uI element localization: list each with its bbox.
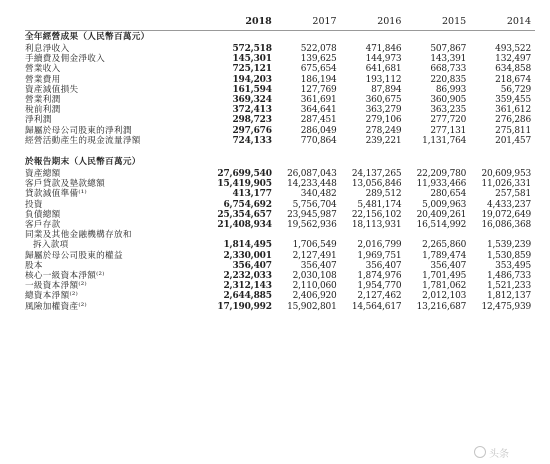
value-cell: 1,789,474 <box>422 250 467 261</box>
value-cell: 127,769 <box>300 84 337 95</box>
value-cell: 2,016,799 <box>357 240 402 251</box>
value-cell: 641,681 <box>365 64 402 75</box>
table-row <box>25 271 535 281</box>
value-cell: 19,562,936 <box>287 220 337 231</box>
row-label: 手續費及佣金淨收入 <box>25 54 106 65</box>
table-row <box>25 281 535 291</box>
watermark-logo-icon <box>474 446 486 458</box>
table-row <box>25 179 535 189</box>
value-cell: 361,612 <box>495 105 531 116</box>
value-cell: 634,858 <box>495 64 531 75</box>
value-cell: 144,973 <box>365 54 402 65</box>
value-cell: 21,408,934 <box>217 220 272 231</box>
table-row <box>25 105 535 115</box>
row-label: 資產減值損失 <box>25 84 79 95</box>
year-header: 2017 <box>276 14 341 31</box>
value-cell: 5,009,963 <box>422 199 467 210</box>
value-cell: 2,312,143 <box>223 281 272 292</box>
value-cell: 493,522 <box>495 44 531 54</box>
value-cell: 25,354,657 <box>217 209 272 220</box>
value-cell: 289,512 <box>365 189 402 200</box>
table-row <box>25 115 535 125</box>
year-header: 2016 <box>341 14 406 31</box>
value-cell: 5,756,704 <box>292 199 337 210</box>
value-cell: 12,475,939 <box>481 301 531 312</box>
table-row <box>25 240 535 250</box>
value-cell: 2,265,860 <box>422 240 467 251</box>
table-row <box>25 189 535 199</box>
value-cell: 2,330,001 <box>223 250 272 261</box>
value-cell: 298,723 <box>232 115 272 126</box>
value-cell: 13,216,687 <box>416 301 467 312</box>
value-cell: 14,233,448 <box>287 179 337 190</box>
value-cell: 356,407 <box>300 260 337 271</box>
value-cell: 19,072,649 <box>481 209 531 220</box>
value-cell: 277,720 <box>430 115 467 126</box>
table-row <box>25 251 535 261</box>
year-header: 2014 <box>470 14 535 31</box>
value-cell: 56,729 <box>500 84 531 95</box>
value-cell: 1,954,770 <box>357 281 402 292</box>
value-cell: 278,249 <box>365 125 402 136</box>
value-cell: 145,301 <box>232 54 272 65</box>
value-cell: 360,905 <box>430 95 467 106</box>
table-row <box>25 200 535 210</box>
value-cell: 6,754,692 <box>223 199 272 210</box>
table-row <box>25 291 535 301</box>
value-cell: 22,209,780 <box>416 169 467 180</box>
value-cell: 276,286 <box>495 115 531 126</box>
value-cell: 340,482 <box>300 189 337 200</box>
value-cell: 363,279 <box>365 105 402 116</box>
table-row <box>25 44 535 54</box>
value-cell: 1,874,976 <box>357 271 402 282</box>
row-label: 核心一級資本淨額⁽²⁾ <box>25 271 105 282</box>
value-cell: 18,113,931 <box>351 220 402 231</box>
value-cell: 2,012,103 <box>422 291 467 302</box>
value-cell: 2,644,885 <box>223 291 272 302</box>
value-cell: 22,156,102 <box>351 209 402 220</box>
value-cell: 86,993 <box>435 84 467 95</box>
row-label: 客戶貸款及墊款總額 <box>25 179 106 190</box>
value-cell <box>276 230 341 240</box>
value-cell: 359,455 <box>495 95 531 106</box>
section-title-row <box>25 156 535 169</box>
value-cell: 507,867 <box>430 44 467 54</box>
value-cell: 87,894 <box>371 84 402 95</box>
value-cell: 218,674 <box>495 74 531 85</box>
value-cell <box>405 230 470 240</box>
value-cell: 471,846 <box>365 44 402 54</box>
value-cell: 26,087,043 <box>287 169 337 180</box>
row-label: 貸款減值準備⁽¹⁾ <box>25 189 87 200</box>
value-cell: 1,781,062 <box>422 281 467 292</box>
value-cell: 280,654 <box>430 189 467 200</box>
table-row <box>25 85 535 95</box>
value-cell: 16,514,992 <box>416 220 467 231</box>
value-cell: 2,030,108 <box>292 271 337 282</box>
value-cell: 193,112 <box>365 74 402 85</box>
value-cell: 287,451 <box>300 115 337 126</box>
value-cell: 20,609,953 <box>481 169 531 180</box>
row-label: 風險加權資產⁽²⁾ <box>25 301 87 312</box>
value-cell: 279,106 <box>365 115 402 126</box>
row-label: 營業費用 <box>25 74 61 85</box>
value-cell: 161,594 <box>232 84 272 95</box>
year-header: 2015 <box>405 14 470 31</box>
value-cell: 1,521,233 <box>486 281 531 292</box>
row-label: 客戶存款 <box>25 220 61 231</box>
value-cell: 724,133 <box>232 135 272 146</box>
section-title-row <box>25 31 535 45</box>
row-label: 一級資本淨額⁽²⁾ <box>25 281 87 292</box>
table-row <box>25 95 535 105</box>
table-row <box>25 230 535 240</box>
value-cell: 369,324 <box>232 95 272 106</box>
value-cell: 1,539,239 <box>486 240 531 251</box>
value-cell: 1,812,137 <box>486 291 531 302</box>
table-row <box>25 169 535 179</box>
row-label: 營業利潤 <box>25 95 61 106</box>
value-cell: 522,078 <box>300 44 337 54</box>
row-label: 稅前利潤 <box>25 105 61 116</box>
value-cell: 1,131,764 <box>422 135 467 146</box>
value-cell: 360,675 <box>365 95 402 106</box>
value-cell <box>470 230 535 240</box>
value-cell <box>211 230 276 240</box>
value-cell: 1,969,751 <box>357 250 402 261</box>
value-cell: 356,407 <box>430 260 467 271</box>
value-cell: 132,497 <box>495 54 531 65</box>
value-cell: 143,391 <box>430 54 467 65</box>
row-label: 淨利潤 <box>25 115 52 126</box>
table-row <box>25 54 535 64</box>
value-cell: 2,406,920 <box>292 291 337 302</box>
value-cell: 11,026,331 <box>481 179 531 190</box>
value-cell: 364,641 <box>300 105 337 116</box>
section-title: 全年經營成果（人民幣百萬元） <box>25 32 150 42</box>
value-cell: 186,194 <box>300 74 337 85</box>
value-cell: 356,407 <box>365 260 402 271</box>
value-cell: 356,407 <box>232 260 272 271</box>
value-cell: 297,676 <box>232 125 272 136</box>
value-cell: 4,433,237 <box>486 199 531 210</box>
value-cell: 16,086,368 <box>481 220 531 231</box>
label-header <box>25 14 211 31</box>
value-cell: 5,481,174 <box>357 199 402 210</box>
table-row <box>25 126 535 136</box>
value-cell: 275,811 <box>495 125 531 136</box>
value-cell: 413,177 <box>232 189 272 200</box>
value-cell: 277,131 <box>430 125 467 136</box>
spacer-cell <box>25 146 535 156</box>
value-cell: 257,581 <box>495 189 531 200</box>
row-label: 股本 <box>25 260 43 271</box>
financial-summary-table <box>25 14 535 312</box>
value-cell: 675,654 <box>300 64 337 75</box>
watermark-text: 头条 <box>489 448 509 460</box>
row-label: 利息淨收入 <box>25 44 70 54</box>
value-cell: 1,706,549 <box>292 240 337 251</box>
section-spacer <box>25 146 535 156</box>
value-cell: 17,190,992 <box>217 301 272 312</box>
value-cell: 27,699,540 <box>217 169 272 180</box>
table-row <box>25 210 535 220</box>
value-cell: 15,902,801 <box>287 301 337 312</box>
value-cell: 2,127,491 <box>292 250 337 261</box>
row-label: 營業收入 <box>25 64 61 75</box>
value-cell: 20,409,261 <box>416 209 467 220</box>
value-cell: 24,137,265 <box>351 169 402 180</box>
value-cell: 201,457 <box>495 135 531 146</box>
value-cell: 220,835 <box>430 74 467 85</box>
section-title: 於報告期末（人民幣百萬元） <box>25 157 141 168</box>
table-row <box>25 302 535 312</box>
value-cell: 2,127,462 <box>357 291 402 302</box>
value-cell: 139,625 <box>300 54 337 65</box>
row-label: 歸屬於母公司股東的權益 <box>25 250 123 261</box>
value-cell: 194,203 <box>232 74 272 85</box>
value-cell: 361,691 <box>300 95 337 106</box>
row-label: 資產總額 <box>25 169 61 180</box>
value-cell: 1,530,859 <box>486 250 531 261</box>
value-cell: 23,945,987 <box>287 209 337 220</box>
row-label: 投資 <box>25 199 43 210</box>
value-cell: 572,518 <box>232 44 272 54</box>
value-cell: 11,933,466 <box>416 179 467 190</box>
row-label: 負債總額 <box>25 209 61 220</box>
row-label: 同業及其他金融機構存放和 <box>25 230 132 241</box>
value-cell: 363,235 <box>430 105 467 116</box>
value-cell: 13,056,846 <box>351 179 402 190</box>
value-cell: 1,486,733 <box>486 271 531 282</box>
table-row <box>25 220 535 230</box>
row-label: 拆入款項 <box>33 240 69 251</box>
row-label: 歸屬於母公司股東的淨利潤 <box>25 125 132 136</box>
watermark <box>474 444 542 460</box>
value-cell: 2,232,033 <box>223 271 272 282</box>
table-row <box>25 261 535 271</box>
value-cell: 770,864 <box>300 135 337 146</box>
value-cell: 353,495 <box>495 260 531 271</box>
year-header-row <box>25 14 535 31</box>
value-cell: 286,049 <box>300 125 337 136</box>
value-cell: 1,814,495 <box>223 240 272 251</box>
value-cell: 372,413 <box>232 105 272 116</box>
table-row <box>25 75 535 85</box>
year-header: 2018 <box>211 14 276 31</box>
value-cell: 14,564,617 <box>351 301 402 312</box>
value-cell <box>341 230 406 240</box>
value-cell: 725,121 <box>232 64 272 75</box>
value-cell: 1,701,495 <box>422 271 467 282</box>
value-cell: 15,419,905 <box>217 179 272 190</box>
value-cell: 668,733 <box>430 64 467 75</box>
value-cell: 239,221 <box>365 135 402 146</box>
table-row <box>25 136 535 146</box>
value-cell: 2,110,060 <box>292 281 337 292</box>
table-row <box>25 64 535 74</box>
row-label: 經營活動產生的現金流量淨額 <box>25 135 141 146</box>
row-label: 總資本淨額⁽²⁾ <box>25 291 79 302</box>
